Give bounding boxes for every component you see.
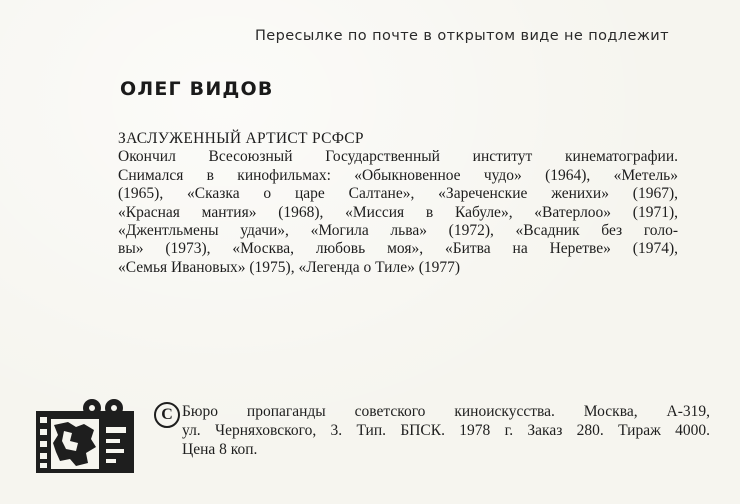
bio-line: (1965), «Сказка о царе Салтане», «Зареченские женихи» (1967), (118, 185, 678, 203)
bio-line: вы» (1973), «Москва, любовь моя», «Битва на Неретве» (1974), (118, 240, 678, 258)
imprint-line: Бюро пропаганды советского киноискусства. Москва, А-319, (182, 403, 710, 420)
publisher-imprint (182, 402, 710, 459)
film-bureau-logo-icon (34, 397, 138, 475)
biography-block (118, 130, 678, 277)
honorary-title: ЗАСЛУЖЕННЫЙ АРТИСТ РСФСР (118, 130, 364, 147)
bio-line: «Семья Ивановых» (1975), «Легенда о Тиле» (1977) (118, 258, 461, 276)
bio-line: Окончил Всесоюзный Государственный институт кинематографии. (118, 148, 678, 166)
postal-note: Пересылке по почте в открытом виде не подлежит (255, 28, 669, 44)
bio-line: «Красная мантия» (1968), «Миссия в Кабуле», «Ватерлоо» (1971), (118, 203, 678, 221)
bio-line: Снимался в кинофильмах: «Обыкновенное чудо» (1964), «Метель» (118, 166, 678, 184)
copyright-icon: C (154, 402, 180, 428)
price-line: Цена 8 коп. (182, 441, 258, 458)
imprint-line: ул. Черняховского, 3. Тип. БПСК. 1978 г. Заказ 280. Тираж 4000. (182, 422, 710, 439)
actor-name: ОЛЕГ ВИДОВ (120, 78, 274, 100)
bio-line: «Джентльмены удачи», «Могила льва» (1972), «Всадник без голо- (118, 222, 678, 240)
